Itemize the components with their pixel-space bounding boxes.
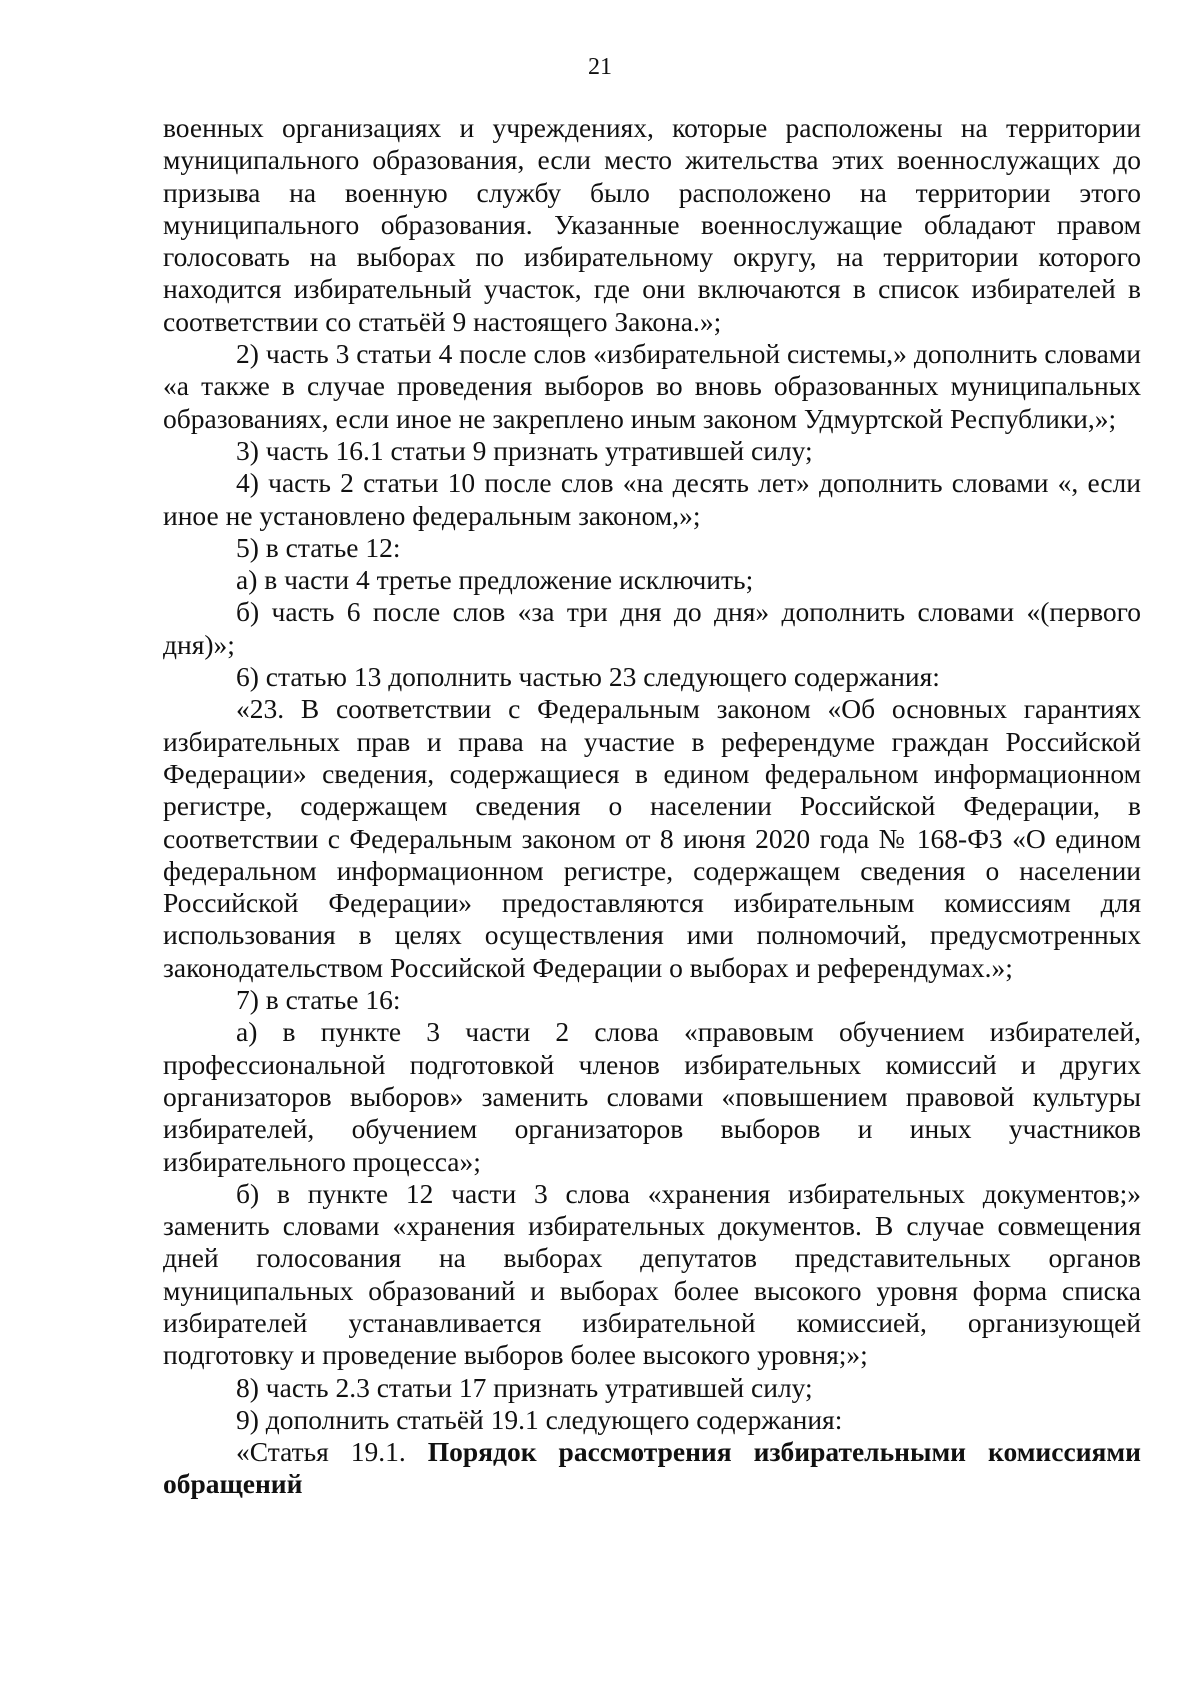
paragraph-item-5b: б) часть 6 после слов «за три дня до дня» дополнить словами «(первого дня)»; (163, 596, 1141, 660)
article-heading-prefix: «Статья 19.1. (236, 1436, 428, 1468)
paragraph-quote-23: «23. В соответствии с Федеральным законом «Об основных гарантиях избирательных прав и права на участие в референдуме граждан Российской Федерации» сведения, содержащиеся в едином федеральном информационном регистре, содержащем сведения о населении Российской Федерации, в соответствии с Федеральным законом от 8 июня 2020 года № 168-ФЗ «О едином федеральном информационном регистре, содержащем сведения о населении Российской Федерации» предоставляются избирательным комиссиям для использования в целях осуществления ими полномочий, предусмотренных законодательством Российской Федерации о выборах и референдумах.»; (163, 693, 1141, 983)
article-heading-title: Порядок рассмотрения избирательными комиссиями обращений (163, 1436, 1141, 1500)
page-number: 21 (588, 54, 612, 80)
paragraph-item-4: 4) часть 2 статьи 10 после слов «на десять лет» дополнить словами «, если иное не установлено федеральным законом,»; (163, 467, 1141, 531)
paragraph-item-2: 2) часть 3 статьи 4 после слов «избирательной системы,» дополнить словами «а также в случае проведения выборов во вновь образованных муниципальных образованиях, если иное не закреплено иным законом Удмуртской Республики,»; (163, 338, 1141, 434)
paragraph-item-5a: а) в части 4 третье предложение исключить; (236, 564, 754, 596)
paragraph-item-9: 9) дополнить статьёй 19.1 следующего содержания: (236, 1403, 843, 1435)
paragraph-continuation: военных организациях и учреждениях, которые расположены на территории муниципального образования, если место жительства этих военнослужащих до призыва на военную службу было расположено на территории этого муниципального образования. Указанные военнослужащие обладают правом голосовать на выборах по избирательному округу, на территории которого находится избирательный участок, где они включаются в список избирателей в соответствии со статьёй 9 настоящего Закона.»; (163, 112, 1141, 337)
paragraph-item-7: 7) в статье 16: (236, 984, 401, 1016)
article-heading (163, 1436, 1141, 1501)
paragraph-item-7a: а) в пункте 3 части 2 слова «правовым обучением избирателей, профессиональной подготовкой членов избирательных комиссий и других организаторов выборов» заменить словами «повышением правовой культуры избирателей, обучением организаторов выборов и иных участников избирательного процесса»; (163, 1016, 1141, 1177)
paragraph-item-5: 5) в статье 12: (236, 531, 401, 563)
document-body (163, 112, 1141, 1501)
paragraph-item-8: 8) часть 2.3 статьи 17 признать утратившей силу; (236, 1371, 813, 1403)
paragraph-item-7b: б) в пункте 12 части 3 слова «хранения избирательных документов;» заменить словами «хранения избирательных документов. В случае совмещения дней голосования на выборах депутатов представительных органов муниципальных образований и выборах более высокого уровня форма списка избирателей устанавливается избирательной комиссией, организующей подготовку и проведение выборов более высокого уровня;»; (163, 1177, 1141, 1371)
paragraph-item-3: 3) часть 16.1 статьи 9 признать утратившей силу; (236, 434, 813, 466)
paragraph-item-6: 6) статью 13 дополнить частью 23 следующего содержания: (236, 661, 940, 693)
